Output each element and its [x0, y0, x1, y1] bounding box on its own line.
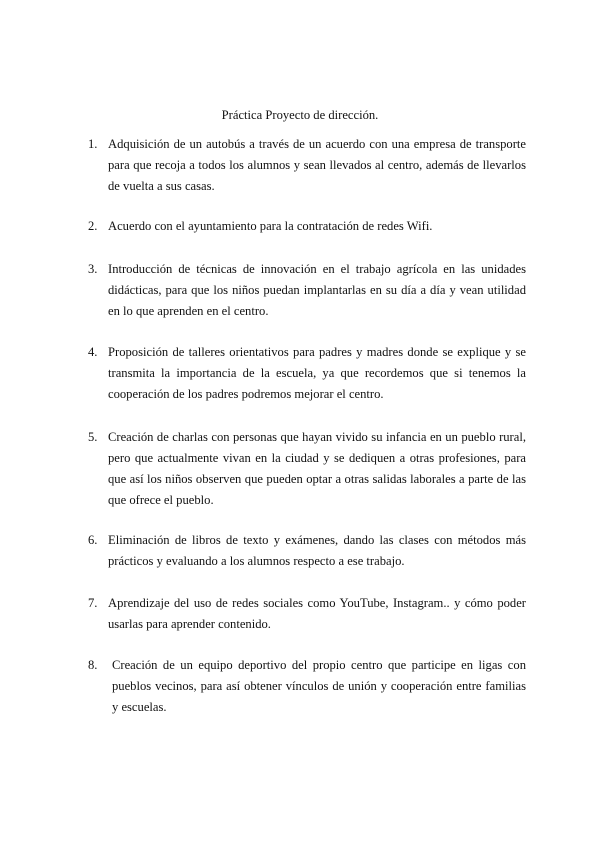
list-item-text: Introducción de técnicas de innovación en el trabajo agrícola en las unidades didácticas, para que los niños puedan implantarlas en su día a día y vean utilidad en lo que aprenden en el centro.	[108, 262, 526, 318]
list-item-text: Aprendizaje del uso de redes sociales como YouTube, Instagram.. y cómo poder usarlas para aprender contenido.	[108, 596, 526, 631]
list-item-number: 5.	[88, 430, 98, 444]
list-item-number: 7.	[88, 596, 98, 610]
list-item-number: 1.	[88, 137, 98, 151]
list-item-number: 2.	[88, 219, 98, 233]
list-item-number: 6.	[88, 533, 98, 547]
list-item-number: 8.	[88, 658, 98, 672]
list-item-number: 3.	[88, 262, 98, 276]
page-title: Práctica Proyecto de dirección.	[221, 108, 379, 122]
list-item-text: Creación de charlas con personas que hayan vivido su infancia en un pueblo rural, pero que actualmente vivan en la ciudad y se dediquen a otras profesiones, para que así los niños observen que pueden optar a otras salidas laborales a parte de las que ofrece el pueblo.	[108, 430, 526, 507]
list-item-text: Proposición de talleres orientativos para padres y madres donde se explique y se transmita la importancia de la escuela, ya que recordemos que si tenemos la cooperación de los padres podremos mejorar el centro.	[108, 345, 526, 401]
list-item-text: Adquisición de un autobús a través de un acuerdo con una empresa de transporte para que recoja a todos los alumnos y sean llevados al centro, además de llevarlos de vuelta a sus casas.	[108, 137, 526, 193]
list-item-number: 4.	[88, 345, 98, 359]
list-item-text: Eliminación de libros de texto y exámenes, dando las clases con métodos más prácticos y evaluando a los alumnos respecto a ese trabajo.	[108, 533, 526, 568]
list-item-text: Acuerdo con el ayuntamiento para la contratación de redes Wifi.	[108, 219, 433, 233]
list-item-text: Creación de un equipo deportivo del propio centro que participe en ligas con pueblos vecinos, para así obtener vínculos de unión y cooperación entre familias y escuelas.	[112, 658, 526, 714]
